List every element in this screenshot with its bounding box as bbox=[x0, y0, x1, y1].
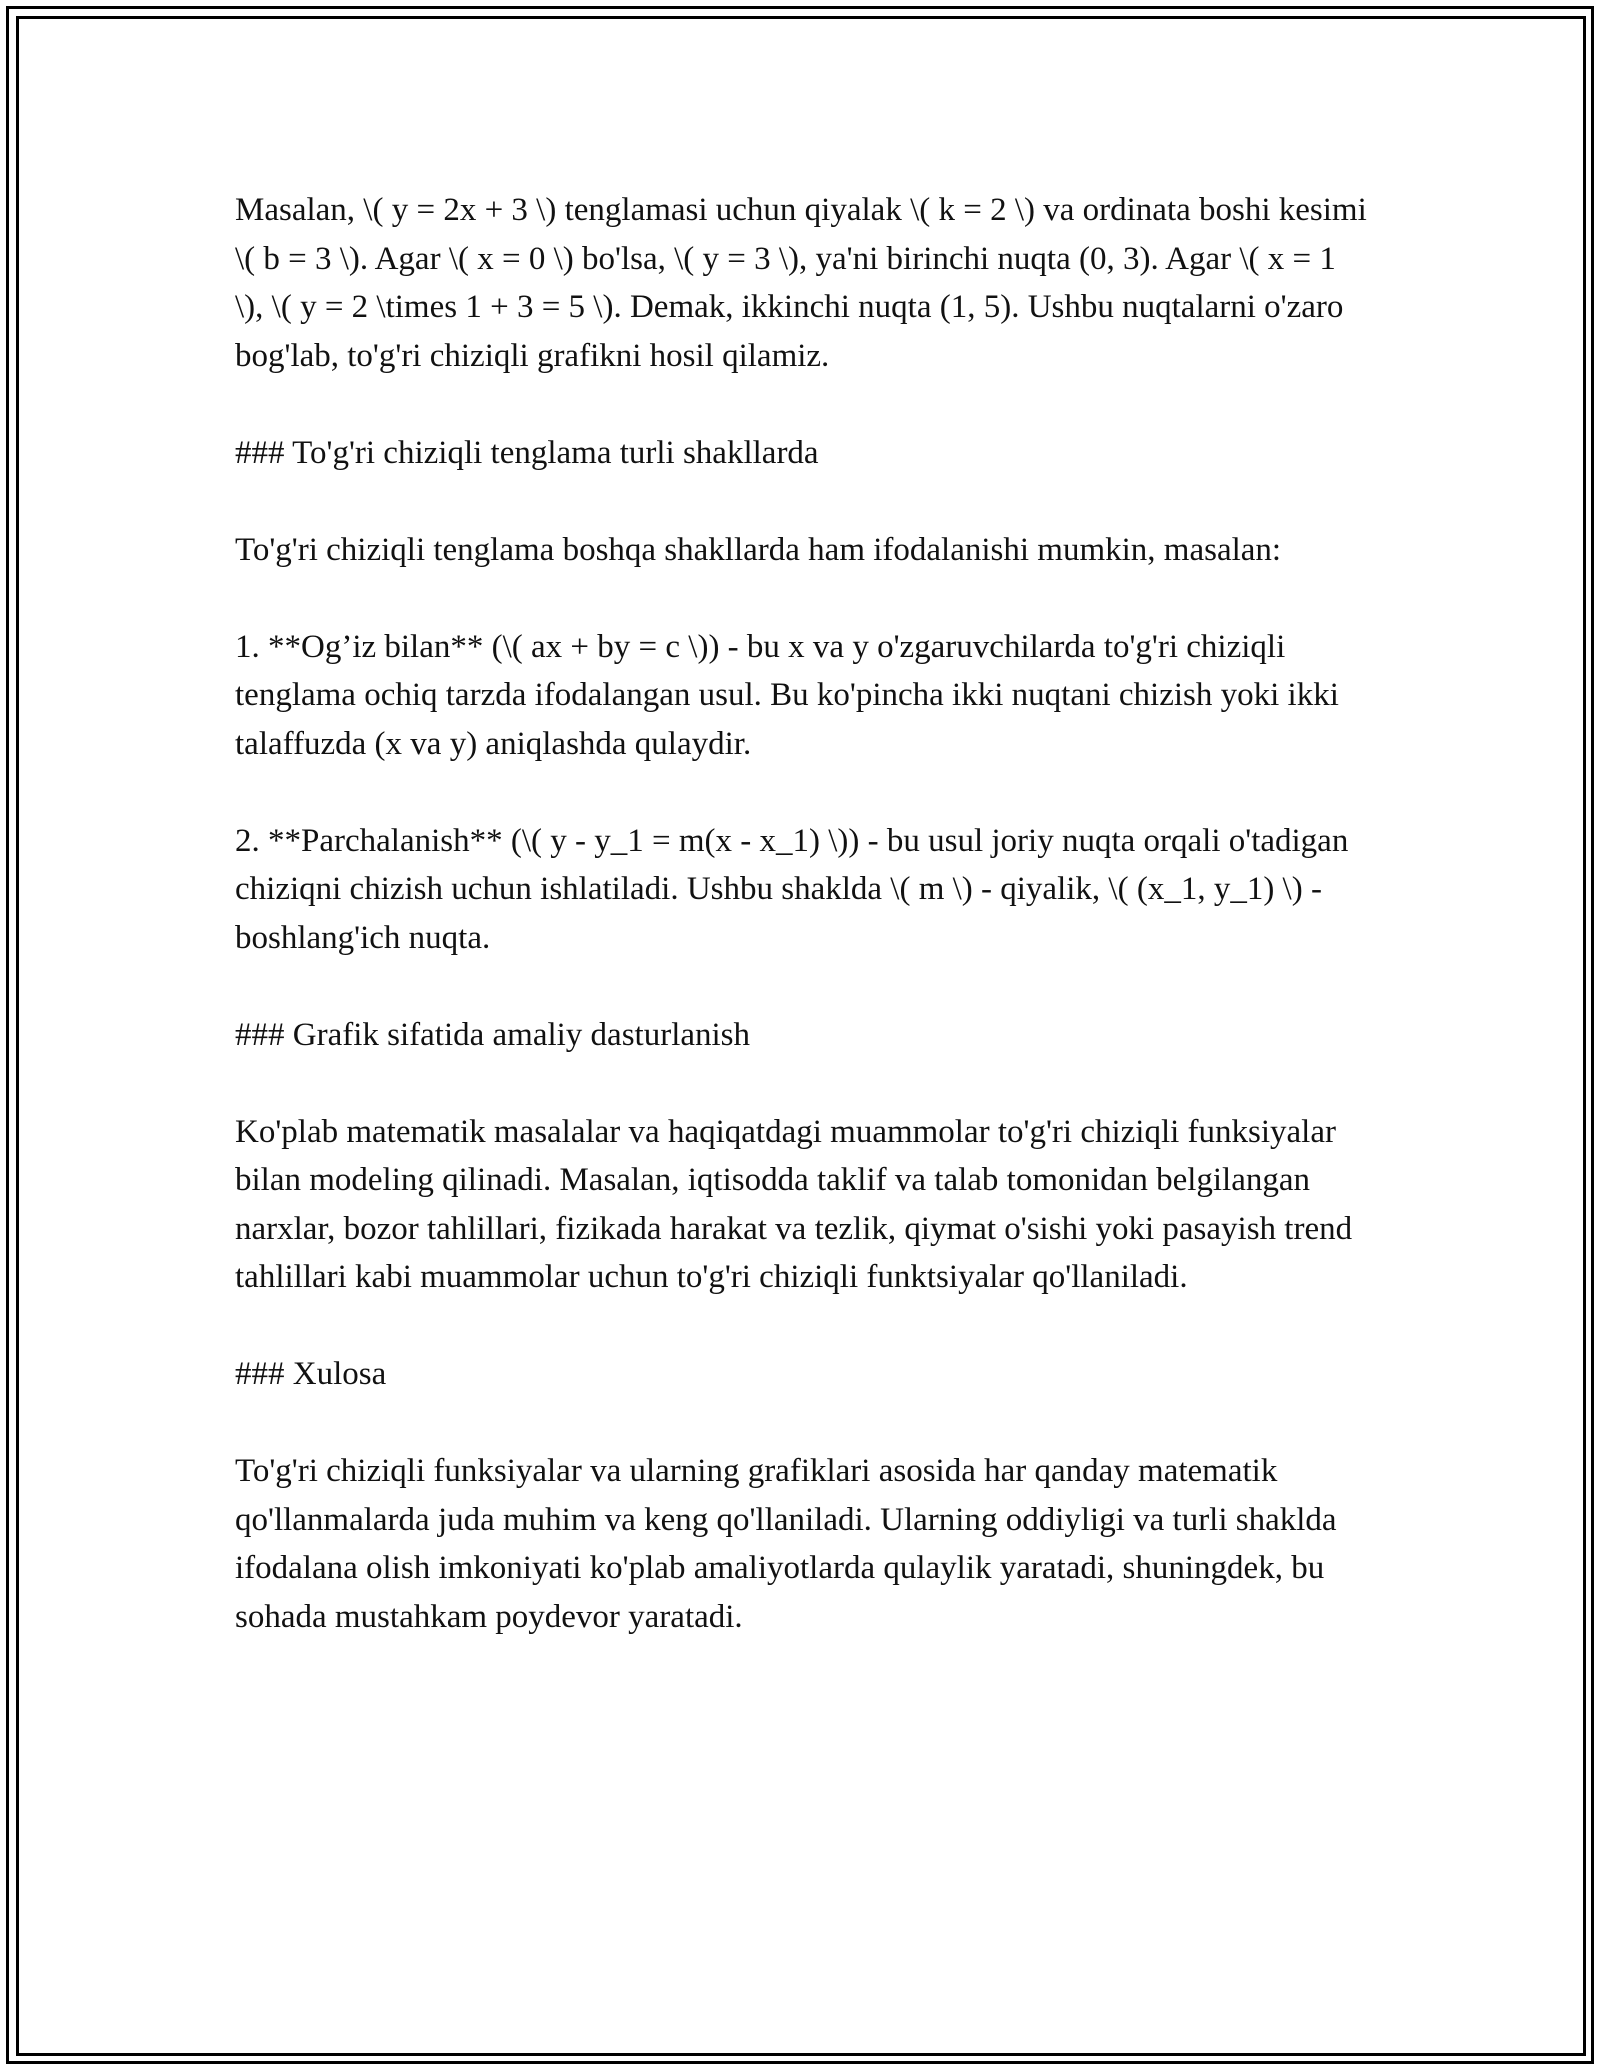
list-item-standard-form: 1. **Og’iz bilan** (\( ax + by = c \)) - bu x va y o'zgaruvchilarda to'g'ri chiziqli tenglama ochiq tarzda ifodalangan usul. Bu ko'pincha ikki nuqtani chizish yoki ikki talaffuzda (x va y) aniqlashda qulaydir. bbox=[235, 628, 1348, 762]
paragraph-forms-intro: To'g'ri chiziqli tenglama boshqa shakllarda ham ifodalanishi mumkin, masalan: bbox=[235, 531, 1282, 568]
paragraph-applications: Ko'plab matematik masalalar va haqiqatdagi muammolar to'g'ri chiziqli funksiyalar bilan modeling qilinadi. Masalan, iqtisodda taklif va talab tomonidan belgilangan narxlar, bozor tahlillari, fizikada harakat va tezlik, qiymat o'sishi yoki pasayish trend tahlillari kabi muammolar uchun to'g'ri chiziqli funktsiyalar qo'llaniladi. bbox=[235, 1113, 1361, 1295]
list-item-point-slope-form: 2. **Parchalanish** (\( y - y_1 = m(x - x_1) \)) - bu usul joriy nuqta orqali o'tadigan chiziqni chizish uchun ishlatiladi. Ushbu shaklda \( m \) - qiyalik, \( (x_1, y_1) \) - boshlang'ich nuqta. bbox=[235, 822, 1357, 956]
paragraph-conclusion: To'g'ri chiziqli funksiyalar va ularning grafiklari asosida har qanday matematik qo'llanmalarda juda muhim va keng qo'llaniladi. Ularning oddiyligi va turli shaklda ifodalana olish imkoniyati ko'plab amaliyotlarda qulaylik yaratadi, shuningdek, bu sohada mustahkam poydevor yaratadi. bbox=[235, 1453, 1345, 1635]
paragraph-example-line: Masalan, \( y = 2x + 3 \) tenglamasi uchun qiyalak \( k = 2 \) va ordinata boshi kesimi \( b = 3 \). Agar \( x = 0 \) bo'lsa, \( y = 3 \), ya'ni birinchi nuqta (0, 3). Agar \( x = 1 \), \( y = 2 \times 1 + 3 = 5 \). Demak, ikkinchi nuqta (1, 5). Ushbu nuqtalarni o'zaro bog'lab, to'g'ri chiziqli grafikni hosil qilamiz. bbox=[235, 192, 1376, 374]
heading-conclusion: ### Xulosa bbox=[235, 1356, 387, 1392]
heading-equation-forms: ### To'g'ri chiziqli tenglama turli shakllarda bbox=[235, 434, 819, 471]
heading-practical-applications: ### Grafik sifatida amaliy dasturlanish bbox=[235, 1016, 751, 1053]
document-body bbox=[235, 186, 1376, 1690]
